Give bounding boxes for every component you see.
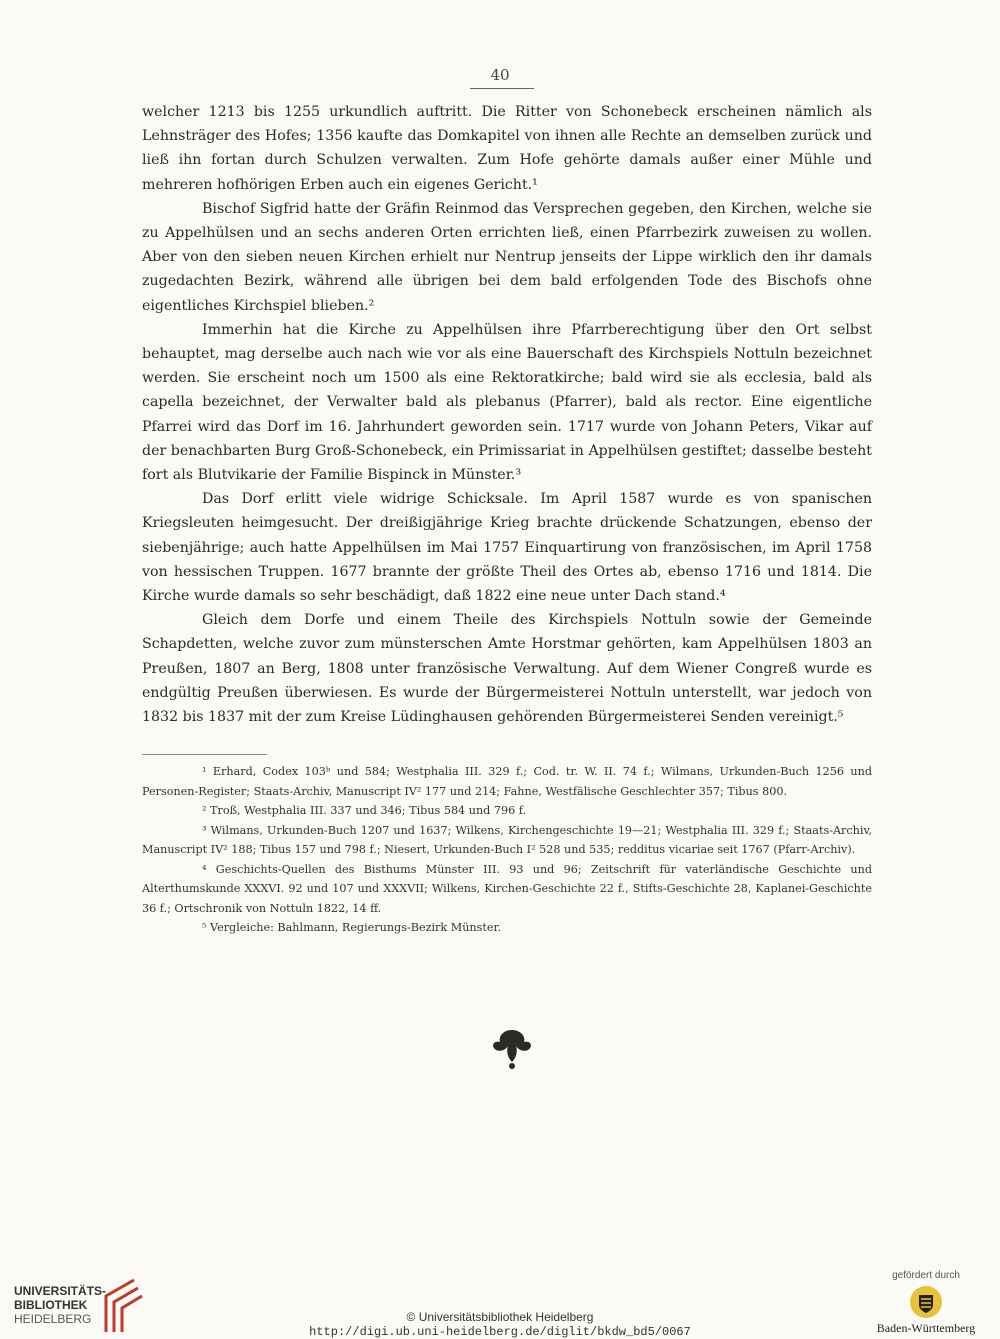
footnotes: [142, 762, 872, 938]
library-name-line-2: BIBLIOTHEK: [14, 1298, 88, 1312]
paragraph-4: Das Dorf erlitt viele widrige Schicksale. Im April 1587 wurde es von spanischen Kriegsleuten heimgesucht. Der dreißigjährige Krieg brachte drückende Schatzungen, ebenso der siebenjährige; auch hatte Appelhülsen im Mai 1757 Einquartirung von französischen, im April 1758 von hessischen Truppen. 1677 brannte der größte Theil des Ortes ab, ebenso 1716 und 1814. Die Kirche wurde damals so sehr beschädigt, daß 1822 eine neue unter Dach stand.⁴: [142, 491, 872, 605]
paragraph-2: Bischof Sigfrid hatte der Gräfin Reinmod das Versprechen gegeben, den Kirchen, welche sie zu Appelhülsen und an sechs anderen Orten errichten ließ, einen Pfarrbezirk zuweisen zu wollen. Aber von den sieben neuen Kirchen erhielt nur Nentrup jenseits der Lippe wirklich den ihr damals zugedachten Bezirk, während alle übrigen bei dem bald erfolgenden Tode des Bischofs ohne eigentliches Kirchspiel blieben.²: [142, 200, 872, 314]
library-name-line-3: HEIDELBERG: [14, 1312, 92, 1326]
body-text: [142, 100, 872, 729]
state-seal-icon: [909, 1285, 943, 1319]
footnote-3: ³ Wilmans, Urkunden-Buch 1207 und 1637; Wilkens, Kirchengeschichte 19—21; Westphalia III. 329 f.; Staats-Archiv, Manuscript IV² 188; Tibus 157 und 798 f.; Niesert, Urkunden-Buch I² 528 und 535; redditus vicariae seit 1767 (Pfarr-Archiv).: [142, 823, 872, 856]
footnote-4: ⁴ Geschichts-Quellen des Bisthums Münster III. 93 und 96; Zeitschrift für vaterländische Geschichte und Alterthumskunde XXXVI. 92 und 107 und XXXVII; Wilkens, Kirchen-Geschichte 22 f., Stifts-Geschichte 28, Kaplanei-Geschichte 36 f.; Ortschronik von Nottuln 1822, 14 ff.: [142, 862, 872, 915]
funding-label: gefördert durch: [892, 1270, 960, 1281]
page-number: 40: [490, 66, 510, 84]
page-number-rule: [470, 88, 534, 89]
paragraph-5: Gleich dem Dorfe und einem Theile des Kirchspiels Nottuln sowie der Gemeinde Schapdetten, welche zuvor zum münsterschen Amte Horstmar gehörten, kam Appelhülsen 1803 an Preußen, 1807 an Berg, 1808 unter französische Verwaltung. Auf dem Wiener Congreß wurde es endgültig Preußen überwiesen. Es wurde der Bürgermeisterei Nottuln unterstellt, war jedoch von 1832 bis 1837 mit der zum Kreise Lüdinghausen gehörenden Bürgermeisterei Senden vereinigt.⁵: [142, 612, 872, 726]
paragraph-1: welcher 1213 bis 1255 urkundlich auftritt. Die Ritter von Schonebeck erscheinen nämlich als Lehnsträger des Hofes; 1356 kaufte das Domkapitel von ihnen alle Rechte an demselben zurück und ließ ihn fortan durch Schulzen verwalten. Zum Hofe gehörte damals außer einer Mühle und mehreren hofhörigen Erben auch ein eigenes Gericht.¹: [142, 104, 872, 193]
footnote-1: ¹ Erhard, Codex 103ᵇ und 584; Westphalia III. 329 f.; Cod. tr. W. II. 74 f.; Wilmans, Urkunden-Buch 1256 und Personen-Register; Staats-Archiv, Manuscript IV² 177 und 214; Fahne, Westfälische Geschlechter 357; Tibus 800.: [142, 765, 872, 798]
footnote-2: ² Troß, Westphalia III. 337 und 346; Tibus 584 und 796 f.: [202, 804, 527, 817]
funding-badge[interactable]: [866, 1270, 986, 1336]
library-name-line-1: UNIVERSITÄTS-: [14, 1284, 107, 1298]
permalink-url[interactable]: http://digi.ub.uni-heidelberg.de/diglit/bkdw_bd5/0067: [309, 1325, 691, 1339]
fleuron-ornament-icon: [482, 1022, 542, 1072]
paragraph-3: Immerhin hat die Kirche zu Appelhülsen ihre Pfarrberechtigung über den Ort selbst behauptet, mag derselbe auch nach wie vor als eine Bauerschaft des Kirchspiels Nottuln bezeichnet werden. Sie erscheint noch um 1500 als eine Rektoratkirche; bald wird sie als ecclesia, bald als capella bezeichnet, der Verwalter bald als plebanus (Pfarrer), bald als rector. Eine eigentliche Pfarrei wird das Dorf im 16. Jahrhundert geworden sein. 1717 wurde von Johann Peters, Vikar auf der benachbarten Burg Groß-Schonebeck, ein Primissariat in Appelhülsen gestiftet; dasselbe besteht fort als Blutvikarie der Familie Bispinck in Münster.³: [142, 321, 872, 484]
funding-state: Baden-Württemberg: [876, 1321, 976, 1335]
footnote-5: ⁵ Vergleiche: Bahlmann, Regierungs-Bezirk Münster.: [202, 921, 502, 934]
footnote-divider: [142, 754, 267, 755]
copyright-footer: [0, 1310, 1000, 1339]
copyright-text: © Universitätsbibliothek Heidelberg: [406, 1310, 594, 1324]
